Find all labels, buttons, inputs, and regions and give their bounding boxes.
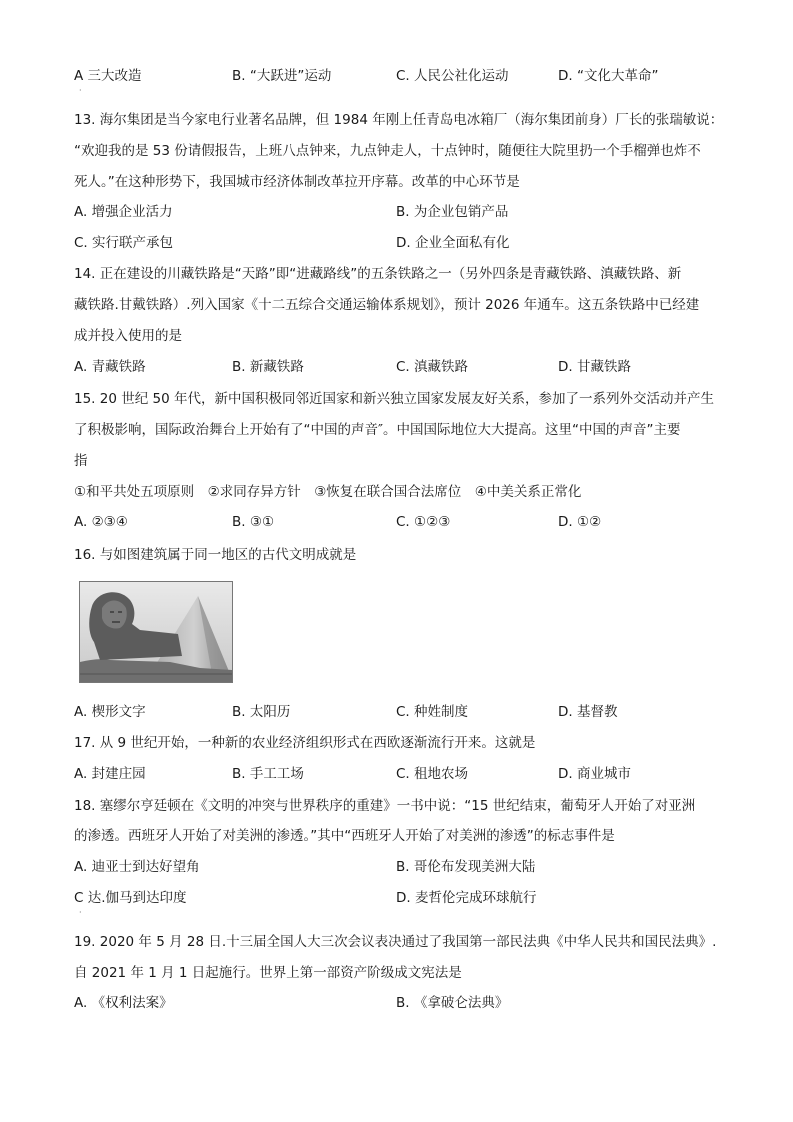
q19-options [74, 993, 734, 1013]
q18-option-a[interactable]: A. 迪亚士到达好望角 [74, 859, 200, 875]
q14-option-c[interactable]: C. 滇藏铁路 [396, 359, 469, 375]
q15-option-a[interactable]: A. ②③④ [74, 514, 128, 530]
q16-option-a[interactable]: A. 楔形文字 [74, 704, 146, 720]
q16-option-b[interactable]: B. 太阳历 [232, 704, 291, 720]
q19-option-b[interactable]: B. 《拿破仑法典》 [396, 995, 509, 1011]
q15-option-b[interactable]: B. ③① [232, 514, 275, 530]
q15-stem-line-2: 了积极影响，国际政治舞台上开始有了“中国的声音″。中国国际地位大大提高。这里“中国的声音”主要 [74, 422, 681, 438]
q19-option-a[interactable]: A. 《权利法案》 [74, 995, 173, 1011]
q17-option-d[interactable]: D. 商业城市 [558, 766, 631, 782]
q14-stem-line-2: 藏铁路.甘戴铁路）.列入国家《十二五综合交通运输体系规划》，预计 2026 年通车。这五条铁路中已经建 [74, 297, 700, 313]
scan-dot: · [79, 86, 82, 95]
q15-statements: ①和平共处五项原则 ②求同存异方针 ③恢复在联合国合法席位 ④中美关系正常化 [74, 484, 582, 500]
q13-option-c[interactable]: C. 实行联产承包 [74, 235, 174, 251]
q18-options-row-2 [74, 888, 734, 908]
q16-option-c[interactable]: C. 种姓制度 [396, 704, 469, 720]
q18-stem-line-2: 的渗透。西班牙人开始了对美洲的渗透。”其中“西班牙人开始了对美洲的渗透”的标志事件是 [74, 828, 615, 844]
sphinx-pyramid-illustration [80, 582, 232, 682]
q13-options-row-2 [74, 233, 734, 253]
q19-stem-line-2: 自 2021 年 1 月 1 日起施行。世界上第一部资产阶级成文宪法是 [74, 965, 462, 981]
q12-options [74, 66, 734, 86]
q13-stem-line-2: “欢迎我的是 53 份请假报告，上班八点钟来，九点钟走人，十点钟时，随便往大院里扔一个手榴弹也炸不 [74, 143, 701, 159]
q14-stem-line-3: 成并投入使用的是 [74, 328, 182, 344]
scan-dot: · [79, 908, 82, 917]
q17-option-a[interactable]: A. 封建庄园 [74, 766, 146, 782]
q14-option-d[interactable]: D. 甘藏铁路 [558, 359, 631, 375]
q13-option-d[interactable]: D. 企业全面私有化 [396, 235, 510, 251]
q13-stem-line-3: 死人。”在这种形势下，我国城市经济体制改革拉开序幕。改革的中心环节是 [74, 174, 520, 190]
q16-option-d[interactable]: D. 基督教 [558, 704, 618, 720]
q15-options [74, 512, 734, 532]
q18-stem-line-1: 18. 塞缪尔亨廷顿在《文明的冲突与世界秩序的重建》一书中说：“15 世纪结束，葡萄牙人开始了对亚洲 [74, 798, 696, 814]
q18-option-d[interactable]: D. 麦哲伦完成环球航行 [396, 890, 537, 906]
q18-option-c[interactable]: C 达.伽马到达印度 [74, 890, 187, 906]
q14-option-a[interactable]: A. 青藏铁路 [74, 359, 146, 375]
q13-stem-line-1: 13. 海尔集团是当今家电行业著名品牌，但 1984 年刚上任青岛电冰箱厂（海尔集团前身）厂长的张瑞敏说： [74, 112, 724, 128]
q17-options [74, 764, 734, 784]
q12-option-a[interactable]: A 三大改造 [74, 68, 142, 84]
q19-stem-line-1: 19. 2020 年 5 月 28 日.十三届全国人大三次会议表决通过了我国第一部民法典《中华人民共和国民法典》. [74, 934, 717, 950]
q15-stem-line-1: 15. 20 世纪 50 年代，新中国积极同邻近国家和新兴独立国家发展友好关系，参加了一系列外交活动并产生 [74, 391, 714, 407]
q18-options-row-1 [74, 857, 734, 877]
q18-option-b[interactable]: B. 哥伦布发现美洲大陆 [396, 859, 536, 875]
q14-option-b[interactable]: B. 新藏铁路 [232, 359, 304, 375]
q13-option-b[interactable]: B. 为企业包销产品 [396, 204, 509, 220]
q17-option-b[interactable]: B. 手工工场 [232, 766, 304, 782]
q12-option-c[interactable]: C. 人民公社化运动 [396, 68, 509, 84]
q16-stem-line-1: 16. 与如图建筑属于同一地区的古代文明成就是 [74, 547, 357, 563]
q13-options-row-1 [74, 202, 734, 222]
q16-options [74, 702, 734, 722]
q15-option-c[interactable]: C. ①②③ [396, 514, 451, 530]
q15-option-d[interactable]: D. ①② [558, 514, 602, 530]
q17-stem-line-1: 17. 从 9 世纪开始，一种新的农业经济组织形式在西欧逐渐流行开来。这就是 [74, 735, 536, 751]
q17-option-c[interactable]: C. 租地农场 [396, 766, 469, 782]
q12-option-d[interactable]: D. “文化大革命” [558, 68, 659, 84]
q13-option-a[interactable]: A. 增强企业活力 [74, 204, 173, 220]
q14-options [74, 357, 734, 377]
q12-option-b[interactable]: B. “大跃进”运动 [232, 68, 332, 84]
sphinx-pyramid-photo [79, 581, 233, 683]
q14-stem-line-1: 14. 正在建设的川藏铁路是“天路”即“进藏路线”的五条铁路之一（另外四条是青藏铁路、滇藏铁路、新 [74, 266, 682, 282]
q15-stem-line-3: 指 [74, 453, 88, 469]
